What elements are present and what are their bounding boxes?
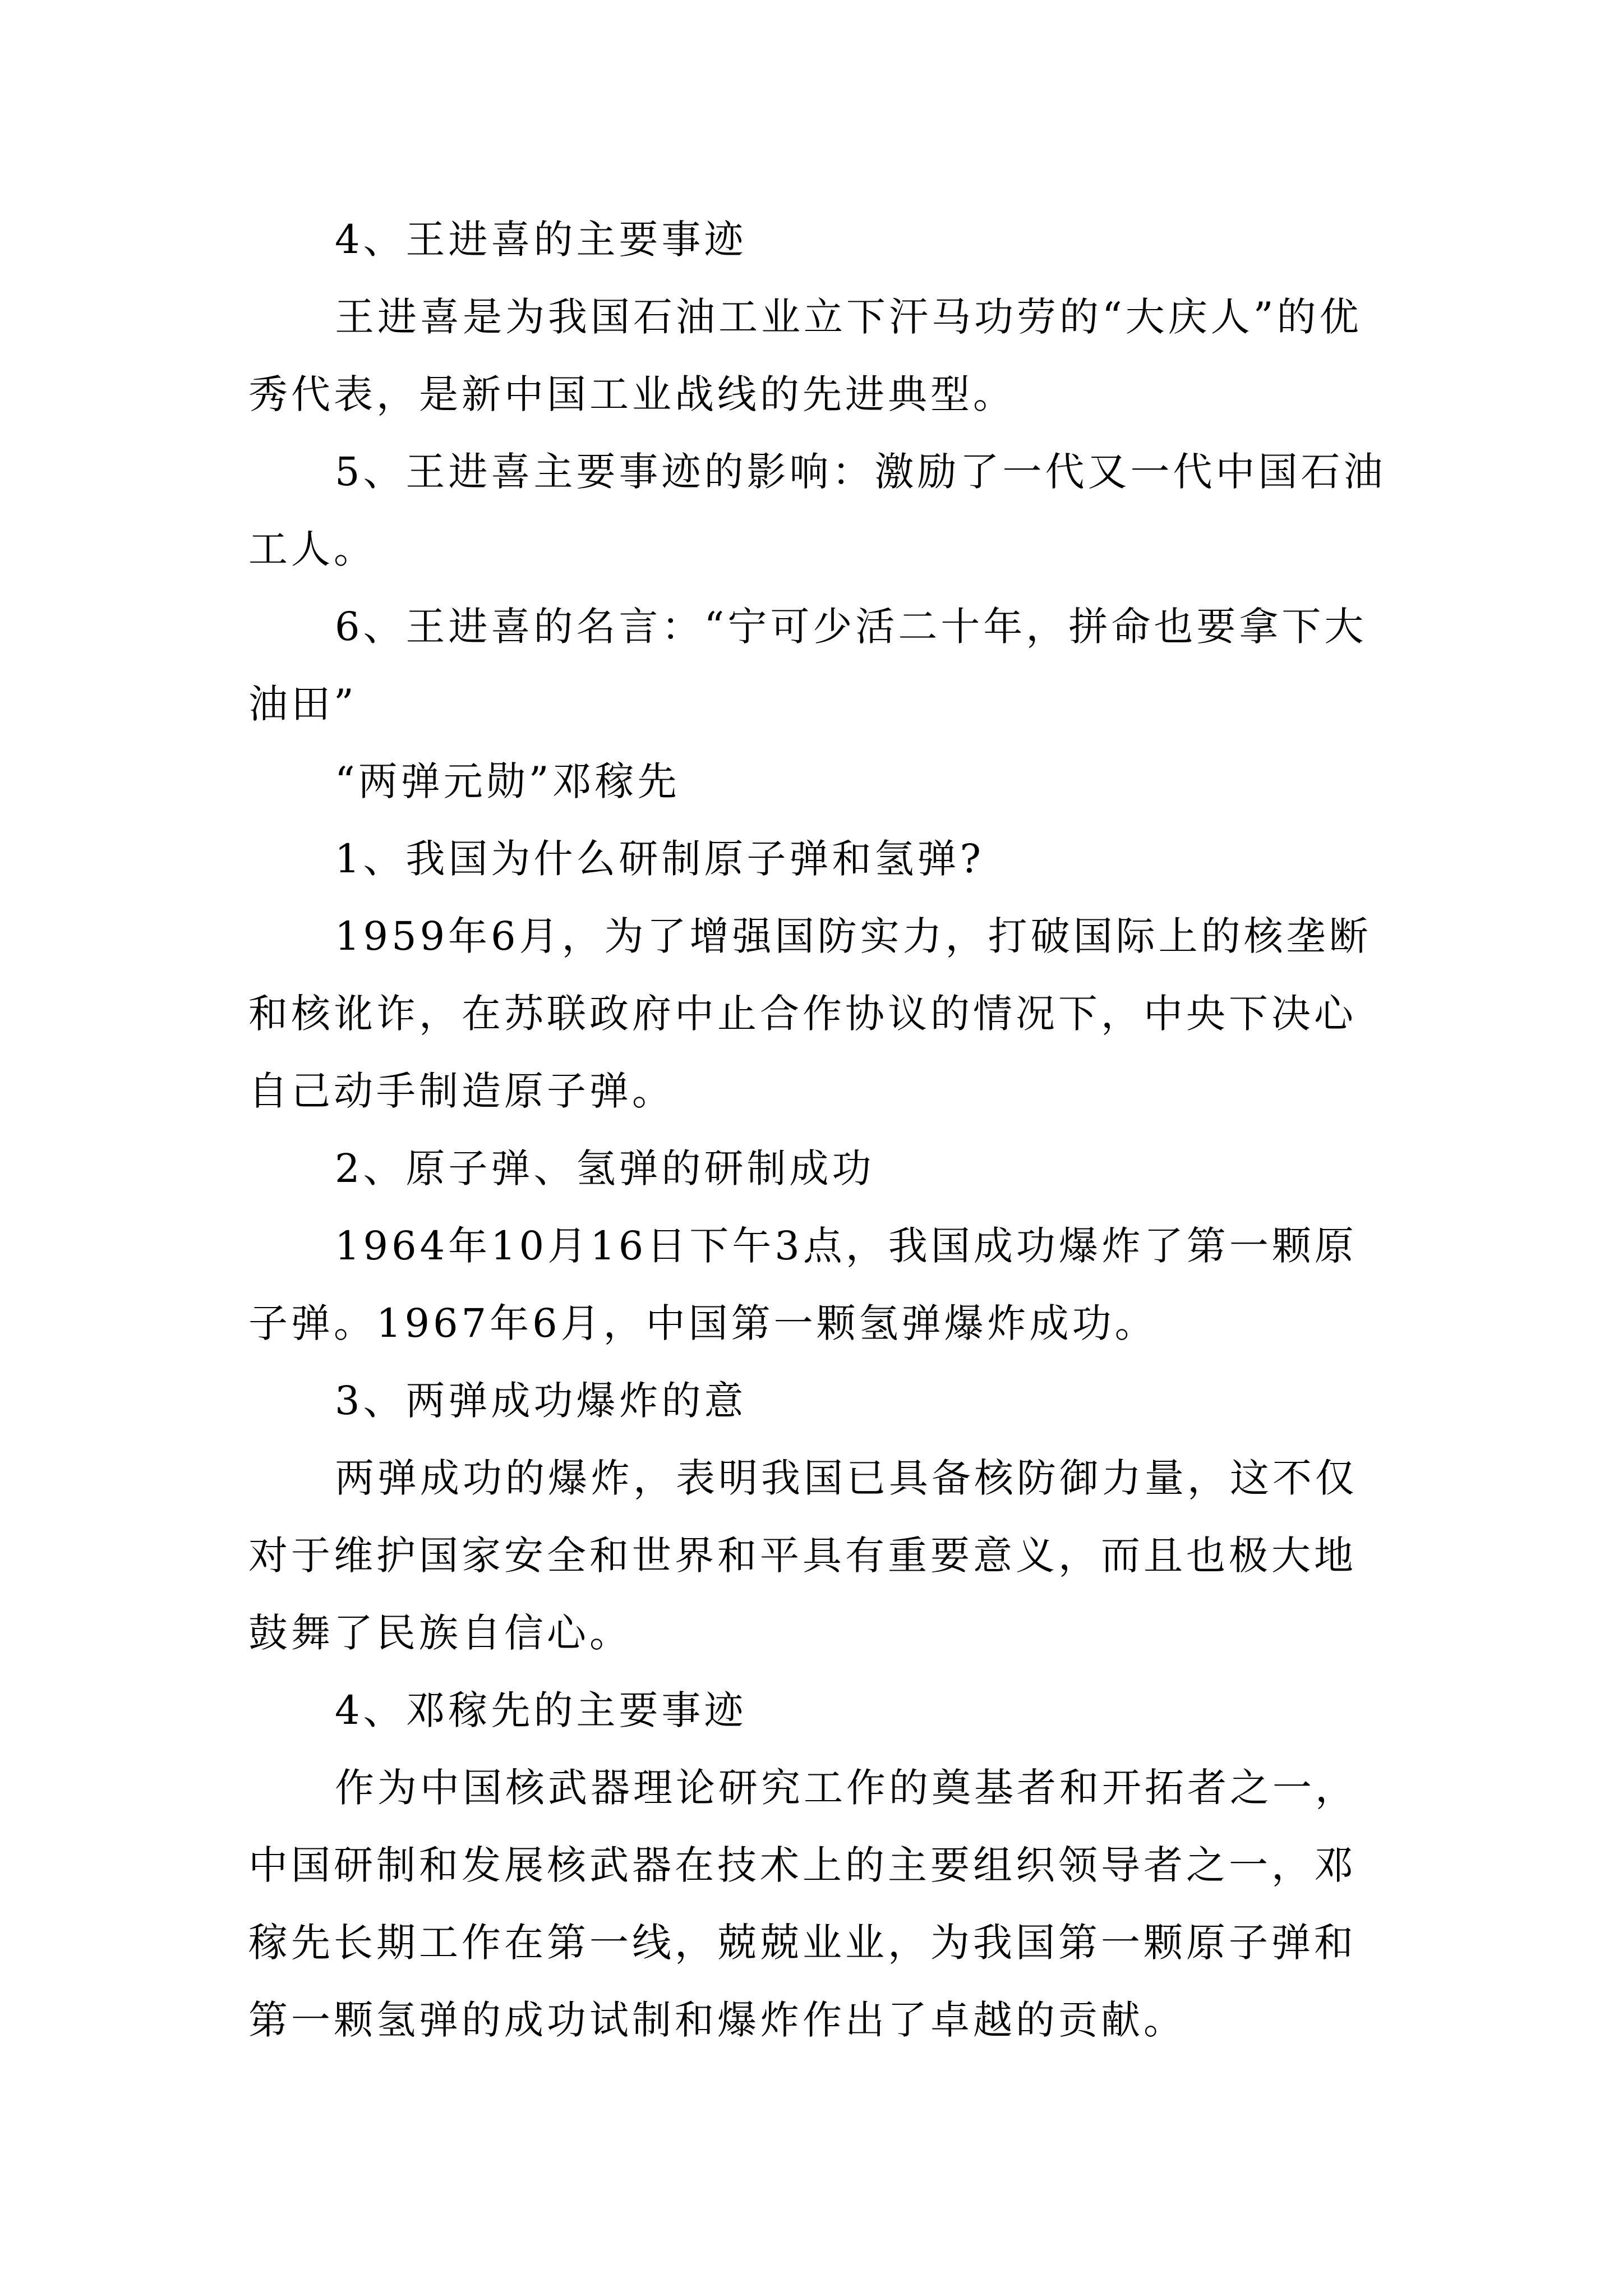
paragraph-1964-1967-tests: 1964年10月16日下午3点，我国成功爆炸了第一颗原子弹。1967年6月，中国第一颗氢弹爆炸成功。 bbox=[248, 1223, 1357, 1346]
section-heading-deng-jiaxian-deeds: 4、邓稼先的主要事迹 bbox=[335, 1687, 747, 1733]
section-heading-bomb-success: 2、原子弹、氢弹的研制成功 bbox=[335, 1145, 875, 1191]
section-heading-why-develop-bombs: 1、我国为什么研制原子弹和氢弹? bbox=[335, 836, 985, 882]
paragraph-significance: 两弹成功的爆炸，表明我国已具备核防御力量，这不仅对于维护国家安全和世界和平具有重要意义，而且也极大地鼓舞了民族自信心。 bbox=[248, 1455, 1358, 1656]
paragraph-1959-decision: 1959年6月，为了增强国防实力，打破国际上的核垄断和核讹诈，在苏联政府中止合作协议的情况下，中央下决心自己动手制造原子弹。 bbox=[248, 913, 1372, 1114]
section-heading-significance: 3、两弹成功爆炸的意 bbox=[335, 1378, 747, 1424]
document-body bbox=[248, 201, 1387, 2059]
paragraph-wang-jinxi-quote: 6、王进喜的名言：“宁可少活二十年，拼命也要拿下大油田” bbox=[248, 604, 1367, 727]
section-title-deng-jiaxian: “两弹元勋”邓稼先 bbox=[335, 758, 680, 804]
paragraph-deng-jiaxian-contribution: 作为中国核武器理论研究工作的奠基者和开拓者之一，中国研制和发展核武器在技术上的主要组织领导者之一，邓稼先长期工作在第一线，兢兢业业，为我国第一颗原子弹和第一颗氢弹的成功试制和爆炸作出了卓越的贡献。 bbox=[248, 1765, 1358, 2043]
paragraph-wang-jinxi-influence: 5、王进喜主要事迹的影响：激励了一代又一代中国石油工人。 bbox=[248, 449, 1386, 572]
paragraph-wang-jinxi-representative: 王进喜是为我国石油工业立下汗马功劳的“大庆人”的优秀代表，是新中国工业战线的先进典型。 bbox=[248, 294, 1362, 417]
section-heading-wang-jinxi-deeds: 4、王进喜的主要事迹 bbox=[335, 217, 747, 263]
